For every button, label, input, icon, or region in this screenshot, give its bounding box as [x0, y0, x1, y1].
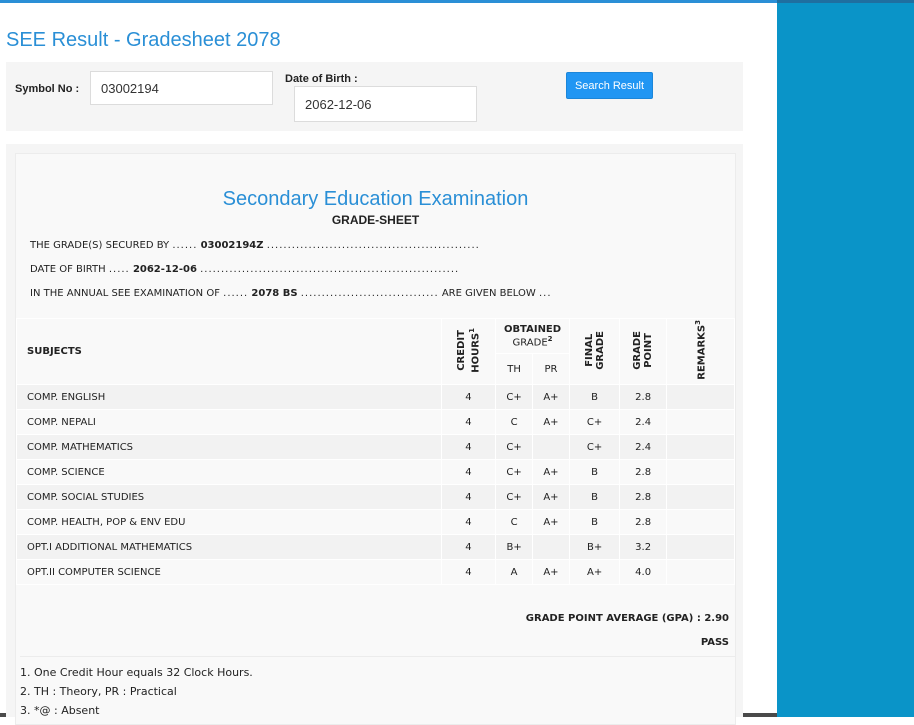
remarks-label: [693, 320, 707, 380]
gpa-text: GRADE POINT AVERAGE (GPA) : 2.90: [525, 613, 729, 624]
th-header: TH: [496, 354, 533, 385]
grade-point-cell: 4.0: [620, 560, 667, 585]
table-row: [17, 460, 735, 485]
grade-sheet-heading: GRADE-SHEET: [331, 213, 420, 227]
credit-footnote-mark: 1: [467, 327, 476, 333]
symbol-no-label: Symbol No :: [15, 83, 80, 95]
remarks-header: [666, 319, 734, 385]
table-row: [17, 435, 735, 460]
remarks-cell: [666, 385, 734, 410]
credit-word: CREDIT: [455, 329, 467, 371]
footnote: 2. TH : Theory, PR : Practical: [20, 685, 177, 698]
dot-leader: .................................: [300, 288, 439, 299]
credit-cell: 4: [441, 535, 495, 560]
dob-input[interactable]: [294, 86, 477, 122]
exam-of-line: [30, 288, 552, 299]
exam-of-suffix: ARE GIVEN BELOW: [441, 288, 536, 299]
dot-leader: ...................................................: [266, 240, 480, 251]
footnote: 1. One Credit Hour equals 32 Clock Hours.: [20, 666, 253, 679]
gradesheet: [15, 153, 736, 725]
final-grade-cell: B: [569, 460, 619, 485]
final-grade-word: GRADE: [594, 330, 606, 370]
dot-leader: ...: [538, 288, 552, 299]
dob-label: Date of Birth :: [285, 73, 358, 85]
search-panel: [6, 62, 743, 131]
final-grade-cell: C+: [569, 435, 619, 460]
subject-cell: COMP. HEALTH, POP & ENV EDU: [17, 510, 442, 535]
credit-cell: 4: [441, 410, 495, 435]
right-side-panel: [777, 0, 914, 717]
exam-of-label: IN THE ANNUAL SEE EXAMINATION OF: [30, 288, 220, 299]
table-row: [17, 385, 735, 410]
credit-hours-label: [456, 328, 481, 373]
th-grade-cell: C+: [496, 460, 533, 485]
grade-point-label: [632, 331, 654, 370]
grade-point-cell: 3.2: [620, 535, 667, 560]
grade-footnote-mark: 2: [547, 334, 553, 343]
subject-cell: COMP. ENGLISH: [17, 385, 442, 410]
credit-cell: 4: [441, 460, 495, 485]
grade-point-cell: 2.8: [620, 510, 667, 535]
dob-line: [30, 264, 459, 275]
secured-by-label: THE GRADE(S) SECURED BY: [30, 240, 170, 251]
grade-point-header: [620, 319, 667, 385]
credit-hours-header: [441, 319, 495, 385]
hours-word: HOURS: [470, 332, 482, 373]
right-panel-strip: [777, 0, 914, 3]
grades-table-body: [17, 385, 735, 585]
remarks-footnote-mark: 3: [694, 320, 703, 325]
grade-word: GRADE: [512, 337, 548, 349]
secured-by-value: 03002194Z: [200, 240, 264, 251]
th-grade-cell: C: [496, 410, 533, 435]
th-grade-cell: B+: [496, 535, 533, 560]
grades-table: [16, 318, 735, 585]
obtained-grade-header: [496, 319, 570, 354]
dot-leader: .....: [108, 264, 130, 275]
grade-point-grade-word: GRADE: [632, 330, 644, 370]
final-grade-cell: B: [569, 485, 619, 510]
final-grade-cell: B: [569, 385, 619, 410]
result-status: PASS: [700, 637, 729, 648]
subject-cell: OPT.II COMPUTER SCIENCE: [17, 560, 442, 585]
subject-cell: COMP. NEPALI: [17, 410, 442, 435]
credit-cell: 4: [441, 385, 495, 410]
dot-leader: ......: [223, 288, 249, 299]
credit-cell: 4: [441, 560, 495, 585]
pr-grade-cell: A+: [533, 410, 570, 435]
gradesheet-container: [6, 144, 743, 717]
obtained-word: OBTAINED: [503, 323, 562, 335]
subjects-header: SUBJECTS: [17, 319, 442, 385]
remarks-cell: [666, 535, 734, 560]
remarks-cell: [666, 410, 734, 435]
subject-cell: OPT.I ADDITIONAL MATHEMATICS: [17, 535, 442, 560]
dob-line-value: 2062-12-06: [132, 264, 197, 275]
pr-grade-cell: [533, 535, 570, 560]
table-row: [17, 560, 735, 585]
th-grade-cell: C+: [496, 485, 533, 510]
pr-grade-cell: A+: [533, 510, 570, 535]
subject-cell: COMP. SCIENCE: [17, 460, 442, 485]
remarks-cell: [666, 510, 734, 535]
th-grade-cell: C+: [496, 435, 533, 460]
credit-cell: 4: [441, 435, 495, 460]
remarks-cell: [666, 560, 734, 585]
grade-point-cell: 2.4: [620, 410, 667, 435]
exam-of-value: 2078 BS: [251, 288, 298, 299]
grade-point-cell: 2.8: [620, 485, 667, 510]
exam-title: Secondary Education Examination: [222, 188, 529, 210]
symbol-no-input[interactable]: [90, 71, 273, 105]
subject-cell: COMP. SOCIAL STUDIES: [17, 485, 442, 510]
th-grade-cell: A: [496, 560, 533, 585]
th-grade-cell: C+: [496, 385, 533, 410]
credit-cell: 4: [441, 510, 495, 535]
pr-grade-cell: A+: [533, 385, 570, 410]
pr-grade-cell: [533, 435, 570, 460]
remarks-cell: [666, 435, 734, 460]
dot-leader: ......: [172, 240, 198, 251]
credit-cell: 4: [441, 485, 495, 510]
final-grade-cell: B+: [569, 535, 619, 560]
search-result-button[interactable]: Search Result: [566, 72, 653, 99]
final-grade-label: [584, 331, 606, 370]
table-row: [17, 510, 735, 535]
final-grade-cell: B: [569, 510, 619, 535]
grade-point-cell: 2.8: [620, 385, 667, 410]
page-title: SEE Result - Gradesheet 2078: [6, 29, 281, 51]
secured-by-line: [30, 240, 480, 251]
subject-cell: COMP. MATHEMATICS: [17, 435, 442, 460]
pr-grade-cell: A+: [533, 560, 570, 585]
dob-line-label: DATE OF BIRTH: [30, 264, 106, 275]
grade-point-cell: 2.4: [620, 435, 667, 460]
table-row: [17, 485, 735, 510]
table-row: [17, 535, 735, 560]
footnote: 3. *@ : Absent: [20, 704, 100, 717]
remarks-cell: [666, 485, 734, 510]
grade-point-cell: 2.8: [620, 460, 667, 485]
remarks-word: REMARKS: [696, 325, 708, 380]
footnotes: [20, 656, 735, 720]
final-word: FINAL: [583, 333, 595, 367]
final-grade-header: [569, 319, 619, 385]
pr-grade-cell: A+: [533, 460, 570, 485]
table-row: [17, 410, 735, 435]
dot-leader: ..............................................................: [200, 264, 460, 275]
pr-header: PR: [533, 354, 570, 385]
final-grade-cell: A+: [569, 560, 619, 585]
pr-grade-cell: A+: [533, 485, 570, 510]
point-word: POINT: [643, 332, 655, 368]
th-grade-cell: C: [496, 510, 533, 535]
final-grade-cell: C+: [569, 410, 619, 435]
remarks-cell: [666, 460, 734, 485]
